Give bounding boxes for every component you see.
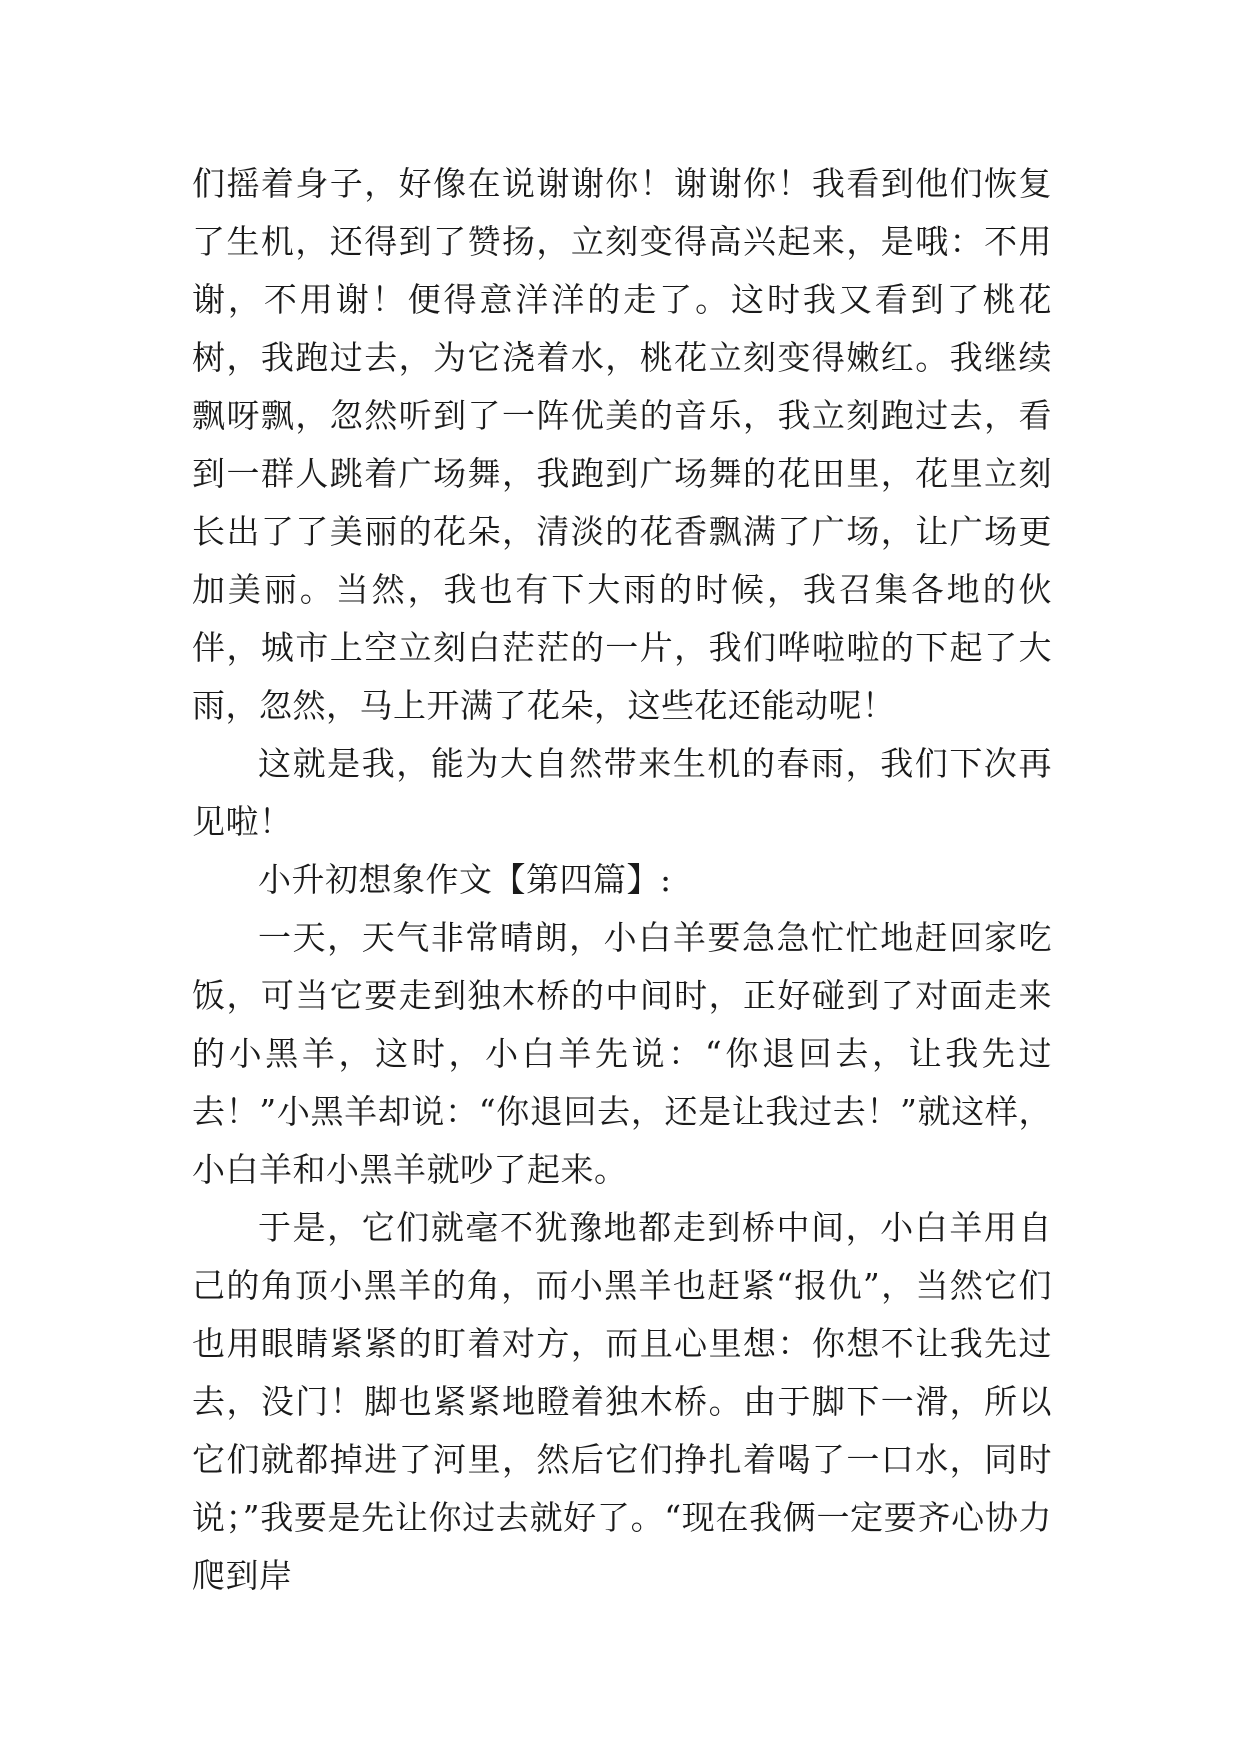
paragraph: 一天，天气非常晴朗，小白羊要急急忙忙地赶回家吃饭，可当它要走到独木桥的中间时，正好碰到了对面走来的小黑羊，这时，小白羊先说：“你退回去，让我先过去！”小黑羊却说：“你退回去，还是让我过去！”就这样，小白羊和小黑羊就吵了起来。 xyxy=(192,918,1052,1189)
paragraph-continued: 们摇着身子，好像在说谢谢你！谢谢你！我看到他们恢复了生机，还得到了赞扬，立刻变得高兴起来，是哦：不用谢，不用谢！便得意洋洋的走了。这时我又看到了桃花树，我跑过去，为它浇着水，桃花立刻变得嫩红。我继续飘呀飘，忽然听到了一阵优美的音乐，我立刻跑过去，看到一群人跳着广场舞，我跑到广场舞的花田里，花里立刻长出了了美丽的花朵，清淡的花香飘满了广场，让广场更加美丽。当然，我也有下大雨的时候，我召集各地的伙伴，城市上空立刻白茫茫的一片，我们哗啦啦的下起了大雨，忽然，马上开满了花朵，这些花还能动呢！ xyxy=(192,164,1052,725)
document-body xyxy=(192,155,1052,1605)
paragraph: 于是，它们就毫不犹豫地都走到桥中间，小白羊用自己的角顶小黑羊的角，而小黑羊也赶紧“报仇”，当然它们也用眼睛紧紧的盯着对方，而且心里想：你想不让我先过去，没门！脚也紧紧地瞪着独木桥。由于脚下一滑，所以它们就都掉进了河里，然后它们挣扎着喝了一口水，同时说；”我要是先让你过去就好了。“现在我俩一定要齐心协力爬到岸 xyxy=(192,1208,1052,1595)
paragraph: 这就是我，能为大自然带来生机的春雨，我们下次再见啦！ xyxy=(192,744,1052,841)
section-heading: 小升初想象作文【第四篇】: xyxy=(258,860,672,899)
